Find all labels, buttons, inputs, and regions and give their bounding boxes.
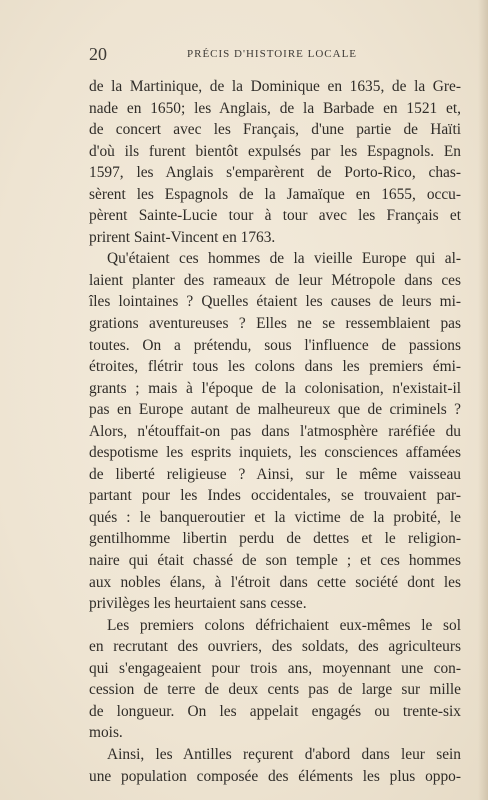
text-line: privilèges les heurtaient sans cesse. — [89, 595, 307, 613]
text-line: toutes. On a prétendu, sous l'influence de passions — [89, 336, 461, 354]
text-line: îles lointaines ? Quelles étaient les causes de leurs mi- — [89, 293, 461, 311]
text-line: naire qui était chassé de son temple ; et ces hommes — [89, 552, 461, 570]
text-line: cession de terre de deux cents pas de large sur mille — [89, 681, 461, 699]
text-line: sèrent les Espagnols de la Jamaïque en 1655, occu- — [89, 185, 461, 203]
text-line: partant pour les Indes occidentales, se trouvaient par- — [89, 487, 461, 505]
text-line: en recrutant des ouvriers, des soldats, des agriculteurs — [89, 638, 461, 656]
text-line: Alors, n'étouffait-on pas dans l'atmosphère raréfiée du — [89, 422, 461, 440]
text-line: pèrent Sainte-Lucie tour à tour avec les Français et — [89, 207, 461, 225]
text-line: prirent Saint-Vincent en 1763. — [89, 228, 276, 246]
text-line: une population composée des éléments les plus oppo- — [89, 767, 461, 785]
text-line: qués : le banqueroutier et la victime de la probité, le — [89, 508, 461, 526]
text-line: qui s'engageaient pour trois ans, moyennant une con- — [89, 659, 461, 677]
text-line: gentilhomme libertin perdu de dettes et le religion- — [89, 530, 461, 548]
text-line: Les premiers colons défrichaient eux-mêmes le sol — [107, 616, 461, 634]
text-line: 1597, les Anglais s'emparèrent de Porto-Rico, chas- — [89, 164, 461, 182]
text-line: de concert avec les Français, d'une partie de Haïti — [89, 121, 461, 139]
text-line: de longueur. On les appelait engagés ou trente-six — [89, 702, 461, 720]
page-number: 20 — [89, 44, 107, 64]
text-line: nade en 1650; les Anglais, de la Barbade en 1521 et, — [89, 99, 461, 117]
text-line: Qu'étaient ces hommes de la vieille Europe qui al- — [107, 250, 461, 268]
text-line: de liberté religieuse ? Ainsi, sur le même vaisseau — [89, 465, 461, 483]
text-line: laient planter des rameaux de leur Métropole dans ces — [89, 271, 461, 289]
text-line: d'où ils furent bientôt expulsés par les Espagnols. En — [89, 142, 461, 160]
text-line: étroites, flétrir tous les colons dans les premiers émi- — [89, 358, 461, 376]
text-line: despotisme les esprits inquiets, les consciences affamées — [89, 444, 461, 462]
text-line: mois. — [89, 724, 123, 742]
text-line: Ainsi, les Antilles reçurent d'abord dans leur sein — [107, 745, 461, 763]
text-line: pas en Europe autant de malheureux que de criminels ? — [89, 401, 461, 419]
body-text — [89, 76, 461, 787]
page-header — [89, 44, 459, 64]
text-line: grants ; mais à l'époque de la colonisation, n'existait-il — [89, 379, 461, 397]
text-line: aux nobles élans, à l'étroit dans cette société dont les — [89, 573, 461, 591]
page-edge-shadow — [478, 0, 488, 800]
text-line: grations aventureuses ? Elles ne se ressemblaient pas — [89, 315, 461, 333]
text-line: de la Martinique, de la Dominique en 1635, de la Gre- — [89, 78, 461, 95]
running-title: PRÉCIS D'HISTOIRE LOCALE — [187, 48, 358, 60]
